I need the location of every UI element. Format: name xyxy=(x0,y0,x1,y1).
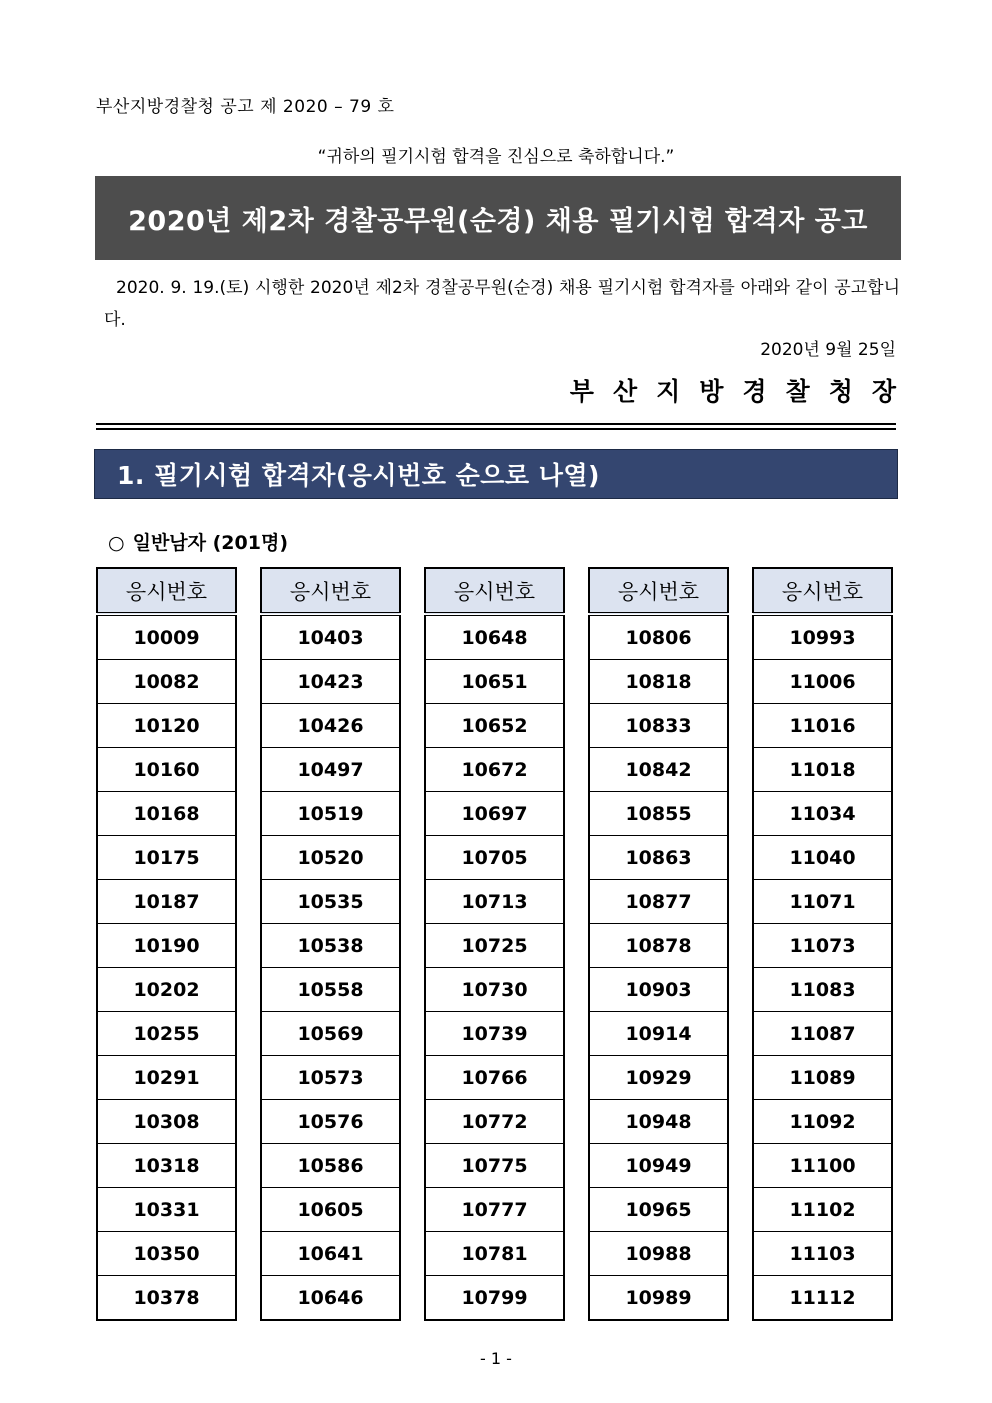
table-row xyxy=(261,1276,400,1321)
candidate-number: 10120 xyxy=(97,704,236,748)
table-row xyxy=(589,880,728,924)
table-row xyxy=(261,1100,400,1144)
candidate-number: 10586 xyxy=(261,1144,400,1188)
candidate-number: 10948 xyxy=(589,1100,728,1144)
table-row xyxy=(589,660,728,704)
table-row xyxy=(425,880,564,924)
table-row xyxy=(261,880,400,924)
candidate-number: 10569 xyxy=(261,1012,400,1056)
table-row xyxy=(261,1144,400,1188)
column-header: 응시번호 xyxy=(425,568,564,614)
category-label xyxy=(108,528,288,555)
page-number: - 1 - xyxy=(480,1349,512,1368)
candidate-number: 10855 xyxy=(589,792,728,836)
table-row xyxy=(753,924,892,968)
table-row xyxy=(425,924,564,968)
table-row xyxy=(589,968,728,1012)
candidate-number: 10160 xyxy=(97,748,236,792)
candidate-number: 10877 xyxy=(589,880,728,924)
candidate-number: 10497 xyxy=(261,748,400,792)
table-row xyxy=(97,924,236,968)
candidate-number: 11073 xyxy=(753,924,892,968)
table-row xyxy=(97,880,236,924)
candidate-number-table xyxy=(588,567,729,1321)
table-row xyxy=(97,614,236,660)
table-row xyxy=(97,1100,236,1144)
candidate-number: 10818 xyxy=(589,660,728,704)
candidate-number: 11018 xyxy=(753,748,892,792)
candidate-number: 10331 xyxy=(97,1188,236,1232)
table-row xyxy=(753,704,892,748)
candidate-number: 10646 xyxy=(261,1276,400,1321)
candidate-number: 11112 xyxy=(753,1276,892,1321)
candidate-number: 10672 xyxy=(425,748,564,792)
table-row xyxy=(97,660,236,704)
table-row xyxy=(589,614,728,660)
candidate-number: 10965 xyxy=(589,1188,728,1232)
candidate-number: 10187 xyxy=(97,880,236,924)
candidate-number: 10190 xyxy=(97,924,236,968)
candidate-number: 10651 xyxy=(425,660,564,704)
candidate-number: 11102 xyxy=(753,1188,892,1232)
candidate-number: 10576 xyxy=(261,1100,400,1144)
notice-number: 부산지방경찰청 공고 제 2020 – 79 호 xyxy=(96,97,395,117)
candidate-number: 10993 xyxy=(753,614,892,660)
table-row xyxy=(753,614,892,660)
table-row xyxy=(425,792,564,836)
candidate-number: 10775 xyxy=(425,1144,564,1188)
candidate-number: 11040 xyxy=(753,836,892,880)
circle-bullet-icon: ○ xyxy=(108,532,125,554)
candidate-number: 10739 xyxy=(425,1012,564,1056)
candidate-number: 10202 xyxy=(97,968,236,1012)
candidate-number: 10573 xyxy=(261,1056,400,1100)
candidate-number: 10725 xyxy=(425,924,564,968)
table-row xyxy=(261,748,400,792)
candidate-number: 10697 xyxy=(425,792,564,836)
table-row xyxy=(589,1144,728,1188)
candidate-number: 10705 xyxy=(425,836,564,880)
page-title xyxy=(95,176,901,260)
table-row xyxy=(97,1056,236,1100)
table-row xyxy=(753,1188,892,1232)
page-title-text: 2020년 제2차 경찰공무원(순경) 채용 필기시험 합격자 공고 xyxy=(128,205,868,237)
table-row xyxy=(425,748,564,792)
candidate-number: 10009 xyxy=(97,614,236,660)
divider-line xyxy=(96,428,896,430)
candidate-number-table xyxy=(96,567,237,1321)
candidate-number: 10350 xyxy=(97,1232,236,1276)
candidate-number: 10519 xyxy=(261,792,400,836)
candidate-number-table xyxy=(260,567,401,1321)
table-row xyxy=(261,614,400,660)
divider-line xyxy=(96,423,896,425)
table-row xyxy=(97,1276,236,1321)
candidate-number: 10929 xyxy=(589,1056,728,1100)
table-row xyxy=(589,924,728,968)
table-row xyxy=(97,704,236,748)
issuer-name: 부산지방경찰청장 xyxy=(569,377,915,406)
table-row xyxy=(425,968,564,1012)
table-row xyxy=(261,1232,400,1276)
table-row xyxy=(425,614,564,660)
section-title-text: 1. 필기시험 합격자(응시번호 순으로 나열) xyxy=(117,461,600,490)
candidate-number: 10652 xyxy=(425,704,564,748)
candidate-number: 11034 xyxy=(753,792,892,836)
candidate-number: 10641 xyxy=(261,1232,400,1276)
candidate-number: 10426 xyxy=(261,704,400,748)
table-row xyxy=(261,1012,400,1056)
table-row xyxy=(589,748,728,792)
candidate-number: 10781 xyxy=(425,1232,564,1276)
candidate-number: 10403 xyxy=(261,614,400,660)
column-header: 응시번호 xyxy=(261,568,400,614)
table-row xyxy=(425,1276,564,1321)
candidate-number: 10842 xyxy=(589,748,728,792)
table-row xyxy=(753,1276,892,1321)
table-row xyxy=(425,1056,564,1100)
candidate-number: 10878 xyxy=(589,924,728,968)
candidate-number-table xyxy=(424,567,565,1321)
candidate-number: 10291 xyxy=(97,1056,236,1100)
table-row xyxy=(589,1188,728,1232)
table-row xyxy=(589,1232,728,1276)
congratulation-message: “귀하의 필기시험 합격을 진심으로 축하합니다.” xyxy=(317,147,675,167)
table-row xyxy=(97,968,236,1012)
candidate-number: 11089 xyxy=(753,1056,892,1100)
column-header: 응시번호 xyxy=(753,568,892,614)
candidate-number: 11016 xyxy=(753,704,892,748)
candidate-number: 10772 xyxy=(425,1100,564,1144)
table-row xyxy=(97,836,236,880)
candidate-number: 10863 xyxy=(589,836,728,880)
table-row xyxy=(97,1144,236,1188)
candidate-number: 10766 xyxy=(425,1056,564,1100)
table-row xyxy=(425,1012,564,1056)
announcement-date: 2020년 9월 25일 xyxy=(760,340,896,360)
candidate-number: 10903 xyxy=(589,968,728,1012)
table-row xyxy=(753,792,892,836)
candidate-number: 10082 xyxy=(97,660,236,704)
candidate-number: 10914 xyxy=(589,1012,728,1056)
table-row xyxy=(589,1100,728,1144)
table-row xyxy=(753,968,892,1012)
table-row xyxy=(261,704,400,748)
table-row xyxy=(425,836,564,880)
table-row xyxy=(261,660,400,704)
candidate-number: 11100 xyxy=(753,1144,892,1188)
table-row xyxy=(753,1056,892,1100)
table-row xyxy=(261,968,400,1012)
column-header: 응시번호 xyxy=(589,568,728,614)
table-row xyxy=(261,1056,400,1100)
table-row xyxy=(97,1012,236,1056)
table-row xyxy=(753,836,892,880)
table-row xyxy=(589,1012,728,1056)
table-row xyxy=(261,792,400,836)
table-row xyxy=(753,1144,892,1188)
table-row xyxy=(753,660,892,704)
table-row xyxy=(97,792,236,836)
candidate-number: 10168 xyxy=(97,792,236,836)
table-row xyxy=(261,1188,400,1232)
candidate-number: 10175 xyxy=(97,836,236,880)
candidate-number: 10777 xyxy=(425,1188,564,1232)
candidate-number: 10806 xyxy=(589,614,728,660)
candidate-number: 11087 xyxy=(753,1012,892,1056)
candidate-number: 10989 xyxy=(589,1276,728,1321)
table-row xyxy=(97,1232,236,1276)
table-row xyxy=(753,880,892,924)
table-row xyxy=(425,704,564,748)
column-header: 응시번호 xyxy=(97,568,236,614)
candidate-number: 10308 xyxy=(97,1100,236,1144)
table-row xyxy=(589,792,728,836)
table-row xyxy=(753,1232,892,1276)
table-row xyxy=(425,1100,564,1144)
candidate-number: 10423 xyxy=(261,660,400,704)
table-row xyxy=(425,1232,564,1276)
table-row xyxy=(261,836,400,880)
section-title xyxy=(94,449,898,499)
candidate-number: 10799 xyxy=(425,1276,564,1321)
table-row xyxy=(589,1056,728,1100)
table-row xyxy=(97,1188,236,1232)
candidate-number: 10318 xyxy=(97,1144,236,1188)
table-row xyxy=(425,660,564,704)
candidate-number: 11103 xyxy=(753,1232,892,1276)
candidate-number: 10648 xyxy=(425,614,564,660)
candidate-number: 11083 xyxy=(753,968,892,1012)
table-row xyxy=(753,748,892,792)
candidate-number: 10713 xyxy=(425,880,564,924)
table-row xyxy=(589,1276,728,1321)
candidate-number: 10520 xyxy=(261,836,400,880)
candidate-number: 10538 xyxy=(261,924,400,968)
candidate-number: 10988 xyxy=(589,1232,728,1276)
candidate-number: 10833 xyxy=(589,704,728,748)
candidate-number: 10558 xyxy=(261,968,400,1012)
table-row xyxy=(425,1144,564,1188)
table-row xyxy=(425,1188,564,1232)
candidate-number: 11071 xyxy=(753,880,892,924)
candidate-number: 10730 xyxy=(425,968,564,1012)
candidate-number: 10605 xyxy=(261,1188,400,1232)
candidate-number: 11092 xyxy=(753,1100,892,1144)
candidate-number-table xyxy=(752,567,893,1321)
intro-text: 2020. 9. 19.(토) 시행한 2020년 제2차 경찰공무원(순경) 채용 필기시험 합격자를 아래와 같이 공고합니다. xyxy=(104,278,900,330)
table-row xyxy=(589,704,728,748)
table-row xyxy=(589,836,728,880)
table-row xyxy=(261,924,400,968)
candidate-number: 11006 xyxy=(753,660,892,704)
table-row xyxy=(753,1012,892,1056)
candidate-number: 10378 xyxy=(97,1276,236,1321)
category-text: 일반남자 (201명) xyxy=(132,532,289,554)
table-row xyxy=(753,1100,892,1144)
candidate-number: 10255 xyxy=(97,1012,236,1056)
candidate-number: 10535 xyxy=(261,880,400,924)
candidate-number: 10949 xyxy=(589,1144,728,1188)
table-row xyxy=(97,748,236,792)
